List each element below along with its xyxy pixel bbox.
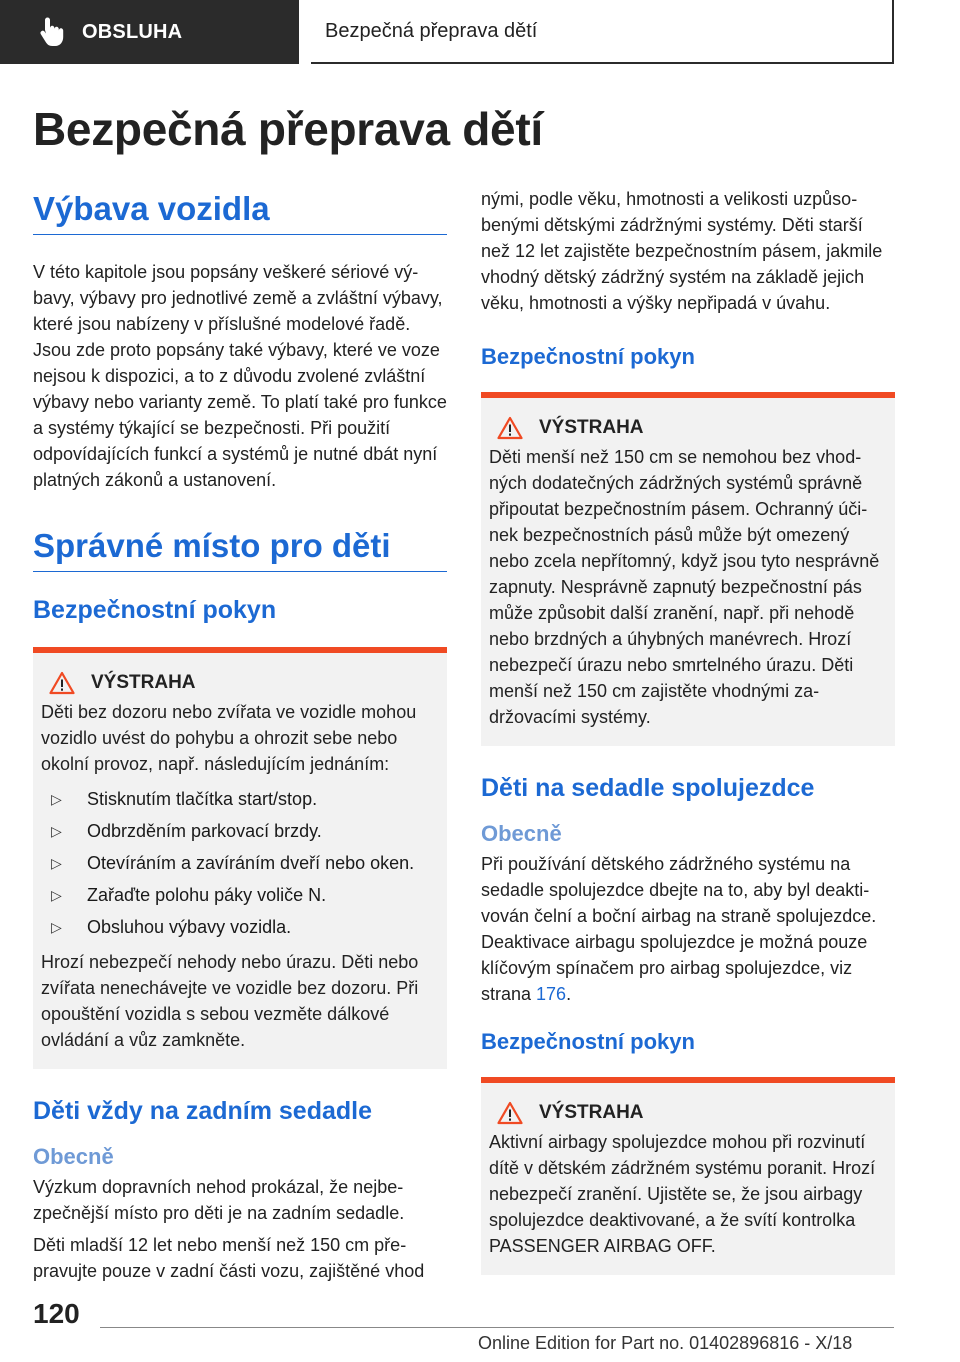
bullet-triangle-icon: ▷	[51, 855, 62, 871]
warning-intro: Děti bez dozoru nebo zvířata ve vozidle mohou vozidlo uvést do pohybu a ohrozit sebe nebo okolní provoz, např. následujícím jednáním:	[41, 702, 417, 774]
footer-divider	[100, 1327, 894, 1328]
list-item: ▷ Obsluhou výbavy vozidla.	[41, 911, 439, 943]
warning-triangle-icon	[497, 416, 523, 440]
warning-triangle-icon	[49, 671, 75, 695]
pokyn-heading-right: Bezpečnostní pokyn	[481, 344, 695, 369]
section-tab[interactable]	[0, 0, 299, 64]
list-item: ▷ Zařaďte polohu páky voliče N.	[41, 879, 439, 911]
spolujezdec-text: Při používání dětského zádržného systému na sedadle spolujezdce dbejte na to, aby byl deaktivován čelní a boční airbag na straně spolujezdce. Deaktivace airbagu spolujezdce je možná pouze klíčovým spínačem pro airbag spolujezdce, viz strana 176.	[481, 854, 877, 1004]
chapter-label: Bezpečná přeprava dětí	[325, 19, 538, 42]
warning-header	[41, 671, 439, 695]
page-number: 120	[33, 1298, 80, 1329]
warning-list	[41, 783, 439, 943]
warning-header	[489, 416, 887, 440]
bullet-triangle-icon: ▷	[51, 919, 62, 935]
page-title: Bezpečná přeprava dětí	[33, 103, 543, 155]
warning-outro: Hrozí nebezpečí nehody nebo úrazu. Děti nebo zvířata nenechávejte ve vozidle bez dozoru. Při opouštění vozidla s sebou vezměte dálkové ovládání a vůz zamkněte.	[41, 952, 419, 1050]
warning-label: VÝSTRAHA	[539, 417, 644, 438]
obecne-heading-left: Obecně	[33, 1144, 114, 1169]
obecne-heading-right: Obecně	[481, 821, 562, 846]
right-column	[481, 186, 895, 1275]
list-item: ▷ Odbrzděním parkovací brzdy.	[41, 815, 439, 847]
header-bar	[0, 0, 960, 66]
warning-box-2	[481, 392, 895, 746]
warning-text: Aktivní airbagy spolujezdce mohou při rozvinutí dítě v dětském zádržném systému poranit. Hrozí nebezpečí zranění. Ujistěte se, že jsou airbagy spolujezdce deaktivované, a že svítí kontrolka PASSENGER AIRBAG OFF.	[489, 1132, 876, 1256]
warning-label: VÝSTRAHA	[539, 1102, 644, 1123]
bullet-triangle-icon: ▷	[51, 791, 62, 807]
pokyn2-heading: Bezpečnostní pokyn	[481, 1029, 695, 1054]
zadni-text-1: Výzkum dopravních nehod prokázal, že nejbezpečnější místo pro děti je na zadním sedadle.	[33, 1177, 405, 1223]
zadni-heading: Děti vždy na zadním sedadle	[33, 1097, 372, 1125]
warning-box-1	[33, 647, 447, 1069]
pokyn-heading-left: Bezpečnostní pokyn	[33, 596, 277, 624]
spolujezdec-heading: Děti na sedadle spolujezdce	[481, 774, 815, 802]
continued-text: nými, podle věku, hmotnosti a velikosti uzpůsobenými dětskými zádržnými systémy. Děti starší než 12 let zajistěte bezpečnostním pásem, jakmile vhodný dětský zádržný systém na základě jejich věku, hmotnosti a výšky nepřipadá v úvahu.	[481, 189, 883, 313]
warning-header	[489, 1101, 887, 1125]
list-item: ▷ Stisknutím tlačítka start/stop.	[41, 783, 439, 815]
warning-text: Děti menší než 150 cm se nemohou bez vhodných dodatečných zádržných systémů správně připoutat bezpečnostním pásem. Ochranný účinek bezpečnostních pásů může být omezený nebo zcela nepřítomný, když jsou tyto nesprávně zapnuty. Nesprávně zapnutý bezpečnostní pás může způsobit další zranění, např. při nehodě nebo brzdných a úhybných manévrech. Hrozí nebezpečí úrazu nebo smrtelného úrazu. Děti menší než 150 cm zajistěte vhodnými zadržovacími systémy.	[489, 447, 880, 727]
page-link[interactable]: 176	[536, 984, 567, 1004]
warning-label: VÝSTRAHA	[91, 672, 196, 693]
bullet-triangle-icon: ▷	[51, 887, 62, 903]
zadni-text-2: Děti mladší 12 let nebo menší než 150 cm přepravujte pouze v zadní části vozu, zajištěné vhod	[33, 1235, 425, 1281]
warning-triangle-icon	[497, 1101, 523, 1125]
left-column	[33, 180, 447, 1284]
edition-text: Online Edition for Part no. 01402896816 - X/18	[478, 1333, 853, 1353]
misto-heading: Správné místo pro děti	[33, 527, 447, 572]
bullet-triangle-icon: ▷	[51, 823, 62, 839]
vybava-text: V této kapitole jsou popsány veškeré sériové výbavy, výbavy pro jednotlivé země a zvláštní výbavy, které jsou nabízeny v příslušné modelové řadě. Jsou zde proto popsány také výbavy, které ve voze nejsou k dispozici, a to z důvodu zvolené zvláštní výbavy nebo varianty země. To platí také pro funkce a systémy týkající se bezpečnosti. Při použití odpovídajících funkcí a systémů je nutné dbát nyní platných zákonů a ustanovení.	[33, 262, 447, 490]
section-label: OBSLUHA	[82, 20, 183, 43]
list-item: ▷ Otevíráním a zavíráním dveří nebo oken.	[41, 847, 439, 879]
vybava-heading: Výbava vozidla	[33, 190, 447, 235]
warning-box-3	[481, 1077, 895, 1275]
chapter-tab[interactable]	[311, 0, 894, 64]
hand-pointer-icon	[34, 15, 68, 49]
